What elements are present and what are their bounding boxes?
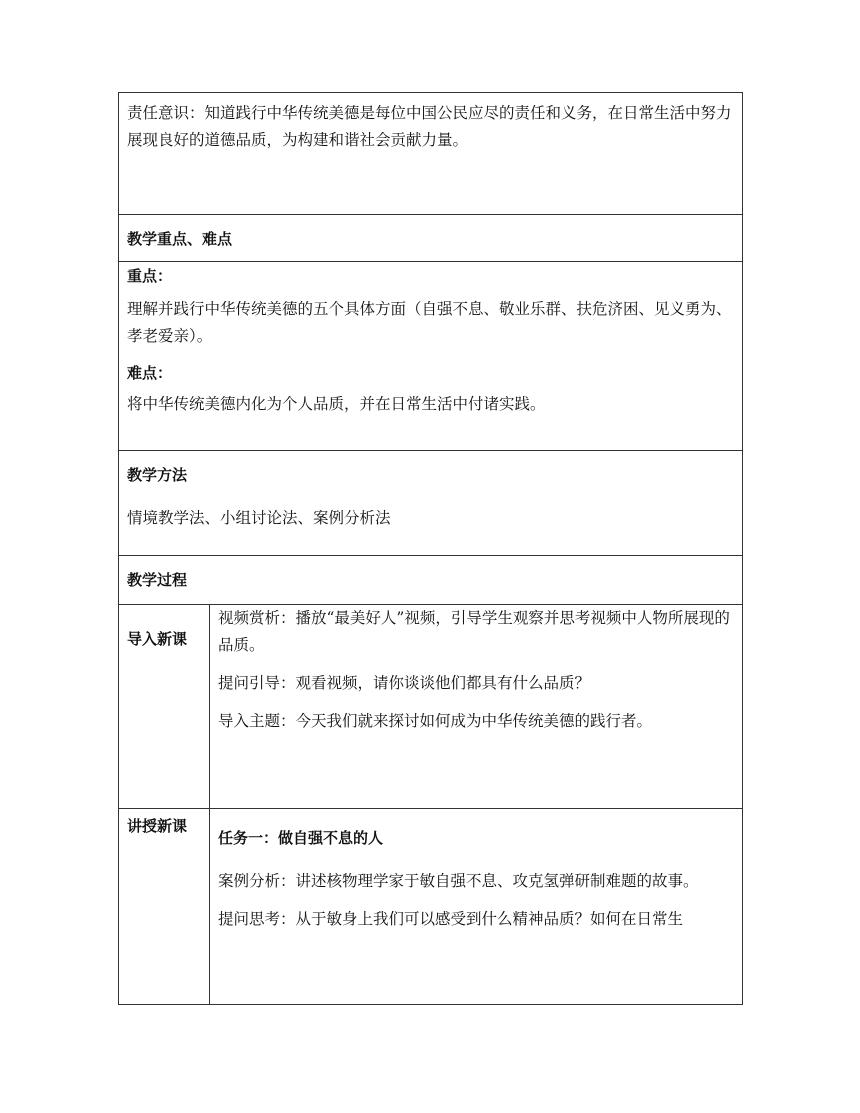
lecture-item-case: 案例分析：讲述核物理学家于敏自强不息、攻克氢弹研制难题的故事。 <box>218 872 699 890</box>
key-points-heading: 教学重点、难点 <box>127 230 233 248</box>
key-points-heading-cell <box>119 215 743 262</box>
task-one-title: 任务一：做自强不息的人 <box>218 829 384 847</box>
methods-row <box>119 451 743 556</box>
intro-item-question: 提问引导：观看视频，请你谈谈他们都具有什么品质？ <box>218 674 591 692</box>
key-points-cell <box>119 262 743 451</box>
lecture-label: 讲授新课 <box>127 817 188 835</box>
responsibility-row <box>119 93 743 215</box>
process-heading-cell <box>119 556 743 605</box>
lecture-content-cell <box>210 809 743 1005</box>
methods-cell <box>119 451 743 556</box>
intro-item-video: 视频赏析：播放“最美好人”视频，引导学生观察并思考视频中人物所展现的品质。 <box>218 609 730 654</box>
methods-text: 情境教学法、小组讨论法、案例分析法 <box>127 509 391 527</box>
key-points-row <box>119 262 743 451</box>
lesson-plan-table <box>118 92 743 1005</box>
responsibility-cell <box>119 93 743 215</box>
lecture-row <box>119 809 743 1005</box>
intro-label-cell <box>119 605 210 809</box>
key-points-heading-row <box>119 215 743 262</box>
lecture-label-cell <box>119 809 210 1005</box>
focus-label: 重点： <box>127 267 173 285</box>
methods-heading: 教学方法 <box>127 466 188 484</box>
process-heading: 教学过程 <box>127 571 188 589</box>
intro-row <box>119 605 743 809</box>
difficulty-label: 难点： <box>127 364 173 382</box>
intro-content-cell <box>210 605 743 809</box>
responsibility-text: 责任意识：知道践行中华传统美德是每位中国公民应尽的责任和义务，在日常生活中努力展现良好的道德品质，为构建和谐社会贡献力量。 <box>127 104 732 149</box>
intro-item-topic: 导入主题：今天我们就来探讨如何成为中华传统美德的践行者。 <box>218 712 653 730</box>
difficulty-text: 将中华传统美德内化为个人品质，并在日常生活中付诸实践。 <box>127 395 546 413</box>
process-heading-row <box>119 556 743 605</box>
intro-label: 导入新课 <box>127 630 188 648</box>
lecture-item-question: 提问思考：从于敏身上我们可以感受到什么精神品质？如何在日常生 <box>218 910 684 928</box>
focus-text: 理解并践行中华传统美德的五个具体方面（自强不息、敬业乐群、扶危济困、见义勇为、孝老爱亲）。 <box>127 300 732 345</box>
